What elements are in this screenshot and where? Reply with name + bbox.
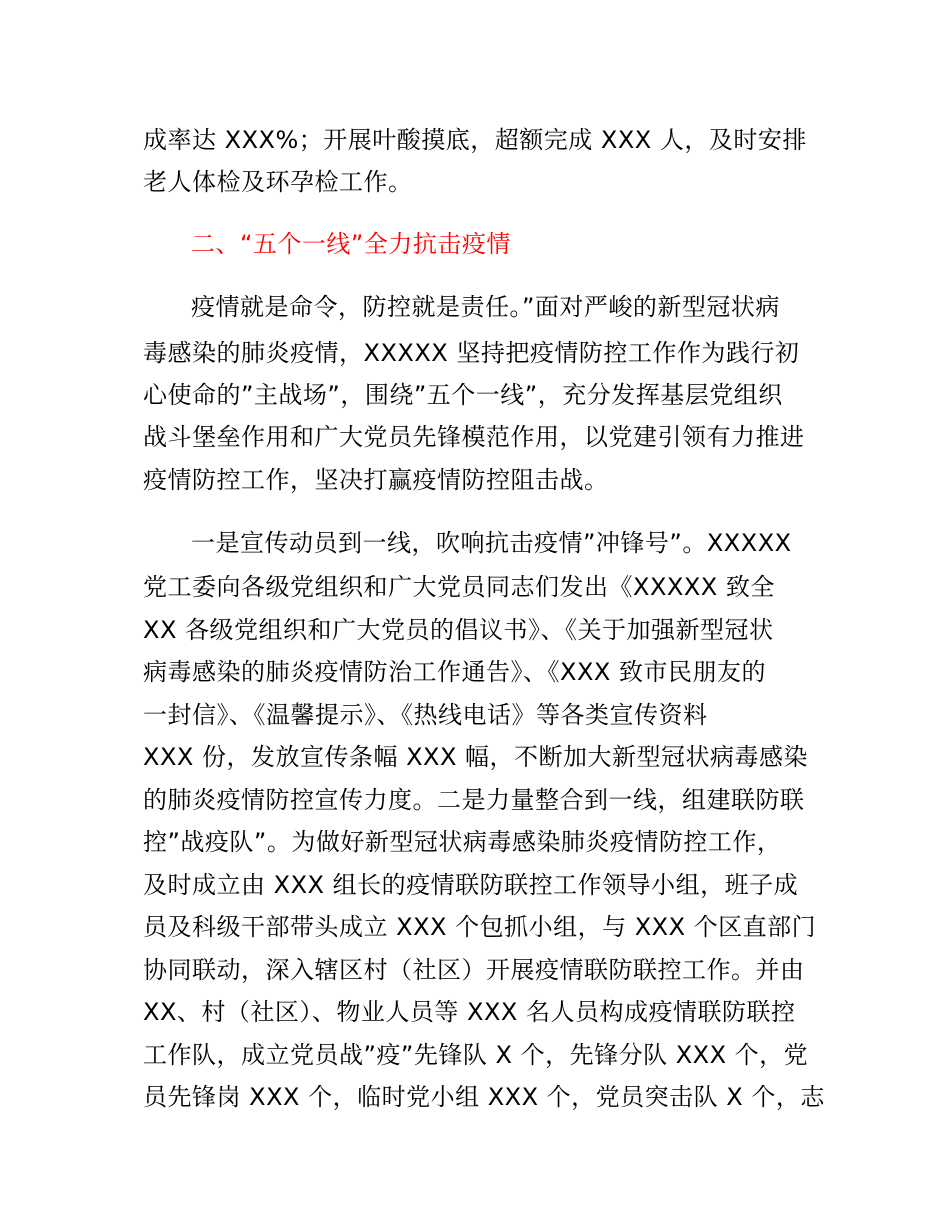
para2-line-11: 协同联动，深入辖区村（社区）开展疫情联防联控工作。并由 [143, 956, 805, 984]
para2-line-4: 病毒感染的肺炎疫情防治工作通告》、《XXX 致市民朋友的 [143, 658, 766, 686]
para2-line-9: 及时成立由 XXX 组长的疫情联防联控工作领导小组，班子成 [143, 871, 799, 899]
section1-tail-line-1: 成率达 XXX%；开展叶酸摸底，超额完成 XXX 人，及时安排 [143, 126, 807, 154]
para1-line-2: 毒感染的肺炎疫情，XXXXX 坚持把疫情防控工作作为践行初 [143, 339, 800, 367]
section2-heading: 二、“五个一线”全力抗击疫情 [191, 230, 511, 258]
para2-line-8: 控”战疫队”。为做好新型冠状病毒感染肺炎疫情防控工作， [143, 828, 782, 856]
para2-line-1: 一是宣传动员到一线，吹响抗击疫情”冲锋号”。XXXXX [191, 529, 792, 557]
para2-line-3: XX 各级党组织和广大党员的倡议书》、《关于加强新型冠状 [143, 616, 774, 644]
para2-line-2: 党工委向各级党组织和广大党员同志们发出《XXXXX 致全 [143, 573, 775, 601]
para1-line-3: 心使命的”主战场”，围绕”五个一线”，充分发挥基层党组织 [143, 381, 783, 409]
para2-line-12: XX、村（社区）、物业人员等 XXX 名人员构成疫情联防联控 [143, 998, 796, 1026]
para2-line-5: 一封信》、《温馨提示》、《热线电话》等各类宣传资料 [143, 701, 708, 729]
para2-line-14: 员先锋岗 XXX 个，临时党小组 XXX 个，党员突击队 X 个，志 [143, 1083, 825, 1111]
para2-line-7: 的肺炎疫情防控宣传力度。二是力量整合到一线，组建联防联 [143, 786, 805, 814]
para1-line-5: 疫情防控工作，坚决打赢疫情防控阻击战。 [143, 466, 609, 494]
para2-line-6: XXX 份，发放宣传条幅 XXX 幅，不断加大新型冠状病毒感染 [143, 743, 809, 771]
section1-tail-line-2: 老人体检及环孕检工作。 [143, 168, 413, 196]
para2-line-10: 员及科级干部带头成立 XXX 个包抓小组，与 XXX 个区直部门 [143, 913, 817, 941]
para2-line-13: 工作队，成立党员战”疫”先锋队 X 个，先锋分队 XXX 个，党 [143, 1041, 809, 1069]
para1-line-1: 疫情就是命令，防控就是责任。”面对严峻的新型冠状病 [191, 293, 780, 321]
para1-line-4: 战斗堡垒作用和广大党员先锋模范作用，以党建引领有力推进 [143, 423, 805, 451]
